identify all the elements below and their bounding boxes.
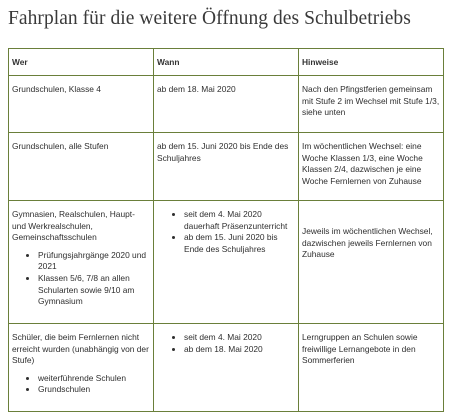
list-item: • seit dem 4. Mai 2020 dauerhaft Präsenzunterricht [184, 209, 295, 232]
cell-wann [154, 324, 299, 412]
list-item: • Klassen 5/6, 7/8 an allen Schularten sowie 9/10 am Gymnasium [38, 273, 150, 308]
list-item: • seit dem 4. Mai 2020 [184, 332, 295, 344]
cell-hinweise: Nach den Pfingstferien gemeinsam mit Stufe 2 im Wechsel mit Stufe 1/3, siehe unten [299, 76, 444, 133]
list-item: • ab dem 15. Juni 2020 bis Ende des Schuljahres [184, 232, 295, 255]
table-row [9, 133, 444, 201]
cell-wann [154, 201, 299, 324]
page-title: Fahrplan für die weitere Öffnung des Schulbetriebs [8, 8, 411, 29]
wann-bullet-list [158, 332, 295, 355]
header-wann: Wann [154, 49, 299, 76]
cell-hinweise [299, 201, 444, 324]
wer-bullet-list [12, 250, 150, 308]
table-row [9, 201, 444, 324]
cell-wer [9, 324, 154, 412]
cell-wer: Grundschulen, Klasse 4 [9, 76, 154, 133]
cell-wer-text: Gymnasien, Realschulen, Haupt- und Werkrealschulen, Gemeinschaftsschulen [12, 209, 135, 243]
table-row [9, 76, 444, 133]
table-header-row [9, 49, 444, 76]
cell-hinweise: Im wöchentlichen Wechsel: eine Woche Klassen 1/3, eine Woche Klassen 2/4, dazwischen je eine Woche Fernlernen von Zuhause [299, 133, 444, 201]
header-hinweise: Hinweise [299, 49, 444, 76]
list-item: • weiterführende Schulen [38, 373, 150, 385]
wer-bullet-list [12, 373, 150, 396]
cell-wer-text: Schüler, die beim Fernlernen nicht erreicht wurden (unabhängig von der Stufe) [12, 332, 149, 366]
cell-wann: ab dem 18. Mai 2020 [154, 76, 299, 133]
wann-bullet-list [158, 209, 295, 255]
cell-wer: Grundschulen, alle Stufen [9, 133, 154, 201]
list-item: • ab dem 18. Mai 2020 [184, 344, 295, 356]
cell-wann: ab dem 15. Juni 2020 bis Ende des Schuljahres [154, 133, 299, 201]
list-item: • Grundschulen [38, 384, 150, 396]
schedule-table [8, 48, 444, 412]
cell-hinweise: Lerngruppen an Schulen sowie freiwillige Lernangebote in den Sommerferien [299, 324, 444, 412]
header-wer: Wer [9, 49, 154, 76]
list-item: • Prüfungsjahrgänge 2020 und 2021 [38, 250, 150, 273]
cell-hinweise-text: Jeweils im wöchentlichen Wechsel, dazwischen jeweils Fernlernen von Zuhause [302, 226, 433, 260]
cell-wer [9, 201, 154, 324]
table-row [9, 324, 444, 412]
